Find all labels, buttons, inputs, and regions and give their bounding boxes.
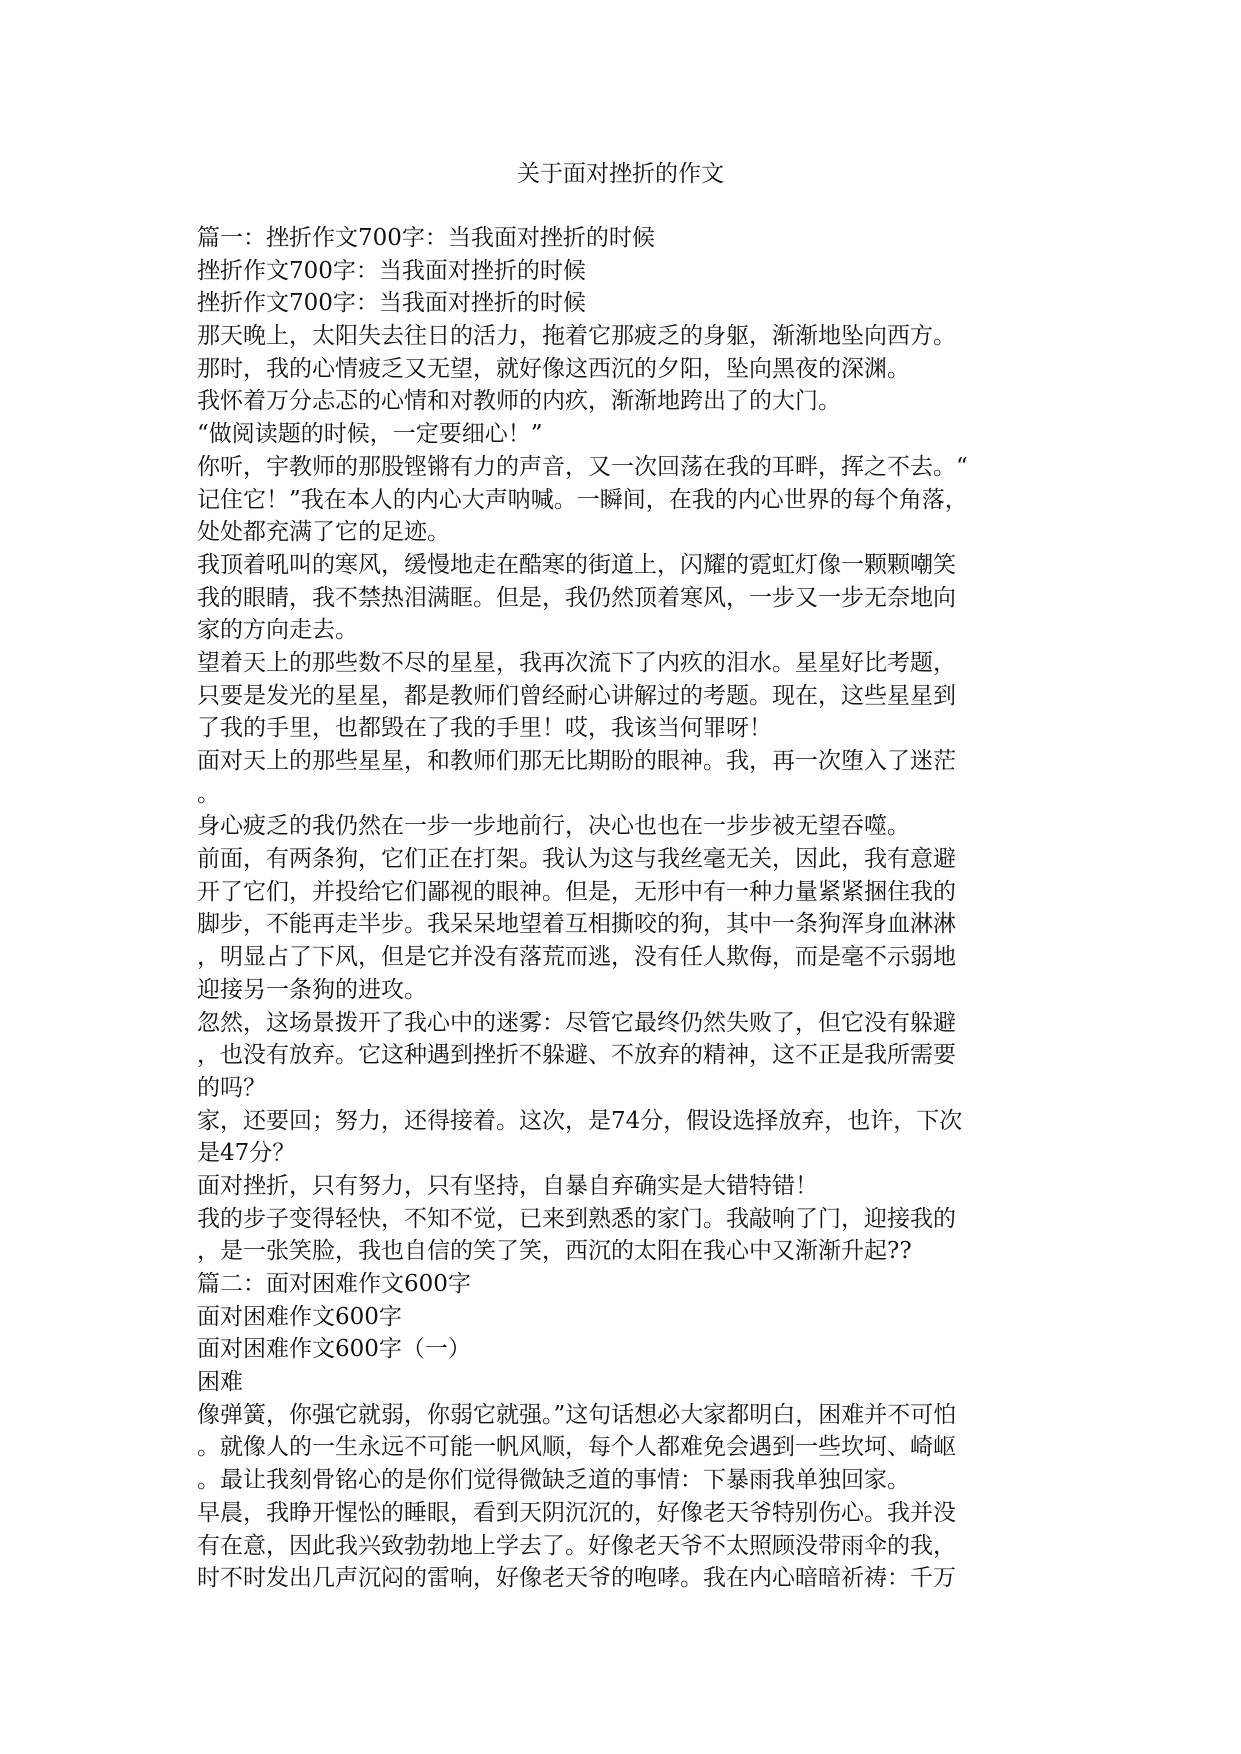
text-line: 记住它！”我在本人的内心大声呐喊。一瞬间，在我的内心世界的每个角落， — [197, 486, 968, 513]
text-line: 那天晚上，太阳失去往日的活力，拖着它那疲乏的身躯，渐渐地坠向西方。 — [197, 323, 956, 350]
text-line: 只要是发光的星星，都是教师们曾经耐心讲解过的考题。现在，这些星星到 — [197, 682, 956, 709]
text-line: 挫折作文700字：当我面对挫折的时候 — [197, 290, 586, 317]
text-line: 时不时发出几声沉闷的雷响，好像老天爷的咆哮。我在内心暗暗祈祷：千万 — [197, 1565, 956, 1592]
text-line: “做阅读题的时候，一定要细心！” — [197, 421, 543, 448]
text-line: 篇一：挫折作文700字：当我面对挫折的时候 — [197, 225, 655, 251]
document-body — [197, 222, 1037, 1595]
text-line: ，也没有放弃。它这种遇到挫折不躲避、不放弃的精神，这不正是我所需要 — [197, 1042, 956, 1069]
text-line: 我的眼睛，我不禁热泪满眶。但是，我仍然顶着寒风，一步又一步无奈地向 — [197, 584, 956, 611]
text-line: ，明显占了下风，但是它并没有落荒而逃，没有任人欺侮，而是毫不示弱地 — [197, 944, 956, 971]
text-line: 面对天上的那些星星，和教师们那无比期盼的眼神。我，再一次堕入了迷茫 — [197, 748, 956, 774]
text-line: 。就像人的一生永远不可能一帆风顺，每个人都难免会遇到一些坎坷、崎岖 — [197, 1434, 956, 1461]
text-line: 望着天上的那些数不尽的星星，我再次流下了内疚的泪水。星星好比考题， — [197, 649, 956, 676]
text-line: 。最让我刻骨铭心的是你们觉得微缺乏道的事情：下暴雨我单独回家。 — [197, 1467, 910, 1494]
text-line: 家的方向走去。 — [197, 617, 358, 644]
text-line: 脚步，不能再走半步。我呆呆地望着互相撕咬的狗，其中一条狗浑身血淋淋 — [197, 911, 956, 938]
text-line: 我顶着吼叫的寒风，缓慢地走在酷寒的街道上，闪耀的霓虹灯像一颗颗嘲笑 — [197, 551, 956, 578]
text-line: 面对困难作文600字 — [197, 1303, 402, 1330]
text-line: 家，还要回；努力，还得接着。这次，是74分，假设选择放弃，也许，下次 — [197, 1107, 963, 1134]
text-line: ，是一张笑脸，我也自信的笑了笑，西沉的太阳在我心中又渐渐升起?? — [197, 1238, 912, 1265]
text-line: 面对困难作文600字（一） — [197, 1336, 471, 1363]
text-line: 你听，宇教师的那股铿锵有力的声音，又一次回荡在我的耳畔，挥之不去。“ — [197, 453, 968, 480]
text-line: 面对挫折，只有努力，只有坚持，自暴自弃确实是大错特错！ — [197, 1172, 818, 1199]
text-line: 篇二：面对困难作文600字 — [197, 1271, 471, 1297]
text-line: 我怀着万分忐忑的心情和对教师的内疚，渐渐地跨出了的大门。 — [197, 388, 841, 415]
text-line: 挫折作文700字：当我面对挫折的时候 — [197, 257, 586, 284]
text-line: 那时，我的心情疲乏又无望，就好像这西沉的夕阳，坠向黑夜的深渊。 — [197, 355, 910, 382]
text-line: 是47分？ — [197, 1140, 296, 1167]
text-line: 的吗？ — [197, 1074, 266, 1101]
text-line: 困难 — [197, 1369, 243, 1396]
text-line: 有在意，因此我兴致勃勃地上学去了。好像老天爷不太照顾没带雨伞的我， — [197, 1532, 956, 1559]
text-line: 早晨，我睁开惺忪的睡眼，看到天阴沉沉的，好像老天爷特别伤心。我并没 — [197, 1499, 956, 1526]
text-line: 。 — [197, 780, 220, 807]
text-line: 了我的手里，也都毁在了我的手里！哎，我该当何罪呀！ — [197, 715, 772, 742]
text-line: 迎接另一条狗的进攻。 — [197, 976, 427, 1003]
text-line: 我的步子变得轻快，不知不觉，已来到熟悉的家门。我敲响了门，迎接我的 — [197, 1205, 956, 1232]
text-line: 像弹簧，你强它就弱，你弱它就强。”这句话想必大家都明白，困难并不可怕 — [197, 1401, 957, 1428]
document-title: 关于面对挫折的作文 — [517, 161, 724, 187]
text-line: 忽然，这场景拨开了我心中的迷雾：尽管它最终仍然失败了，但它没有躲避 — [197, 1009, 956, 1036]
text-line: 处处都充满了它的足迹。 — [197, 519, 450, 546]
text-line: 身心疲乏的我仍然在一步一步地前行，决心也也在一步步被无望吞噬。 — [197, 813, 910, 840]
text-line: 前面，有两条狗，它们正在打架。我认为这与我丝毫无关，因此，我有意避 — [197, 846, 956, 873]
text-line: 开了它们，并投给它们鄙视的眼神。但是，无形中有一种力量紧紧捆住我的 — [197, 878, 956, 905]
